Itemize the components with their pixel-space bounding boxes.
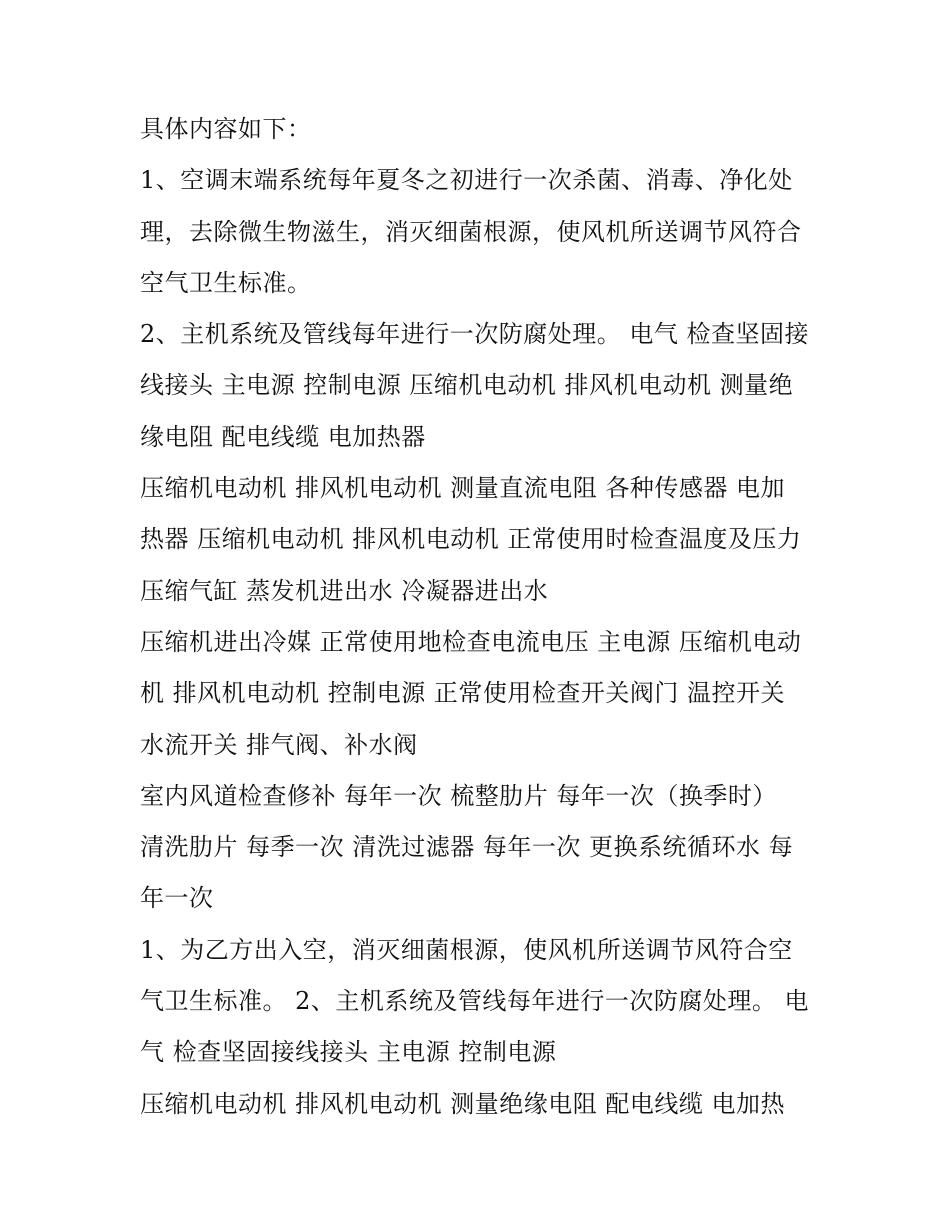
text-line: 缘电阻 配电线缆 电加热器 — [140, 422, 426, 451]
text-line: 压缩机电动机 排风机电动机 测量绝缘电阻 配电线缆 电加热 — [140, 1089, 786, 1118]
text-line: 空气卫生标准。 — [140, 268, 312, 297]
text-line-intro: 具体内容如下： — [140, 115, 312, 143]
text-line: 压缩机进出冷媒 正常使用地检查电流电压 主电源 压缩机电动 — [140, 627, 802, 656]
text-line: 机 排风机电动机 控制电源 正常使用检查开关阀门 温控开关 — [140, 679, 786, 708]
text-line: 热器 压缩机电动机 排风机电动机 正常使用时检查温度及压力 — [140, 525, 802, 554]
text-line: 1、空调末端系统每年夏冬之初进行一次杀菌、消毒、净化处 — [140, 166, 793, 195]
text-line: 1、为乙方出入空，消灭细菌根源，使风机所送调节风符合空 — [140, 935, 793, 964]
text-line: 压缩气缸 蒸发机进出水 冷凝器进出水 — [140, 576, 549, 605]
text-line: 气 检查坚固接线接头 主电源 控制电源 — [140, 1038, 557, 1067]
document-body — [140, 104, 830, 1130]
text-line: 年一次 — [140, 884, 214, 913]
text-line: 水流开关 排气阀、补水阀 — [140, 730, 418, 759]
text-line: 理，去除微生物滋生，消灭细菌根源，使风机所送调节风符合 — [140, 217, 802, 246]
text-line: 压缩机电动机 排风机电动机 测量直流电阻 各种传感器 电加 — [140, 474, 786, 503]
text-line: 2、主机系统及管线每年进行一次防腐处理。 电气 检查坚固接 — [140, 320, 810, 349]
text-line: 线接头 主电源 控制电源 压缩机电动机 排风机电动机 测量绝 — [140, 371, 794, 400]
text-line: 室内风道检查修补 每年一次 梳整肋片 每年一次（换季时） — [140, 781, 777, 810]
text-line: 气卫生标准。 2、主机系统及管线每年进行一次防腐处理。 电 — [140, 987, 810, 1016]
text-line: 清洗肋片 每季一次 清洗过滤器 每年一次 更换系统循环水 每 — [140, 833, 794, 862]
